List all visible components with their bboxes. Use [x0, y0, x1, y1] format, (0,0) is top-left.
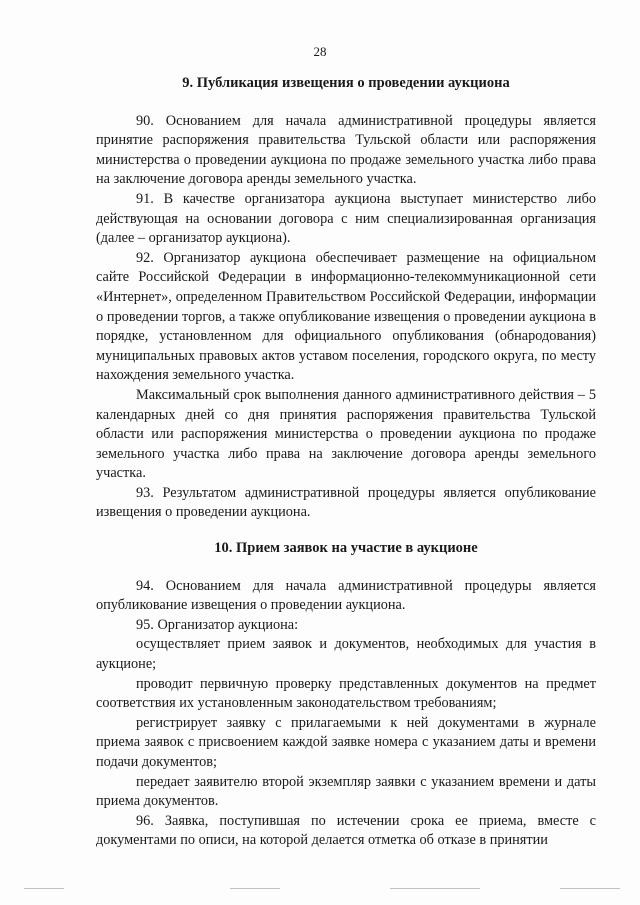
- scan-artifact: [390, 888, 480, 889]
- paragraph-95-item-accept: осуществляет прием заявок и документов, необходимых для участия в аукционе;: [96, 636, 596, 673]
- paragraph-94: 94. Основанием для начала административной процедуры является опубликование извещения о проведении аукциона.: [96, 577, 596, 614]
- paragraph-95-item-register: регистрирует заявку с прилагаемыми к ней документами в журнале приема заявок с присвоением каждой заявке номера с указанием даты и времени подачи документов;: [96, 714, 596, 770]
- scan-artifact: [560, 888, 620, 889]
- paragraph-95-item-check: проводит первичную проверку представленных документов на предмет соответствия их установленным законодательством требованиям;: [96, 675, 596, 712]
- paragraph-90: 90. Основанием для начала административной процедуры является принятие распоряжения правительства Тульской области или распоряжения министерства о проведении аукциона по продаже земельного участка либо права на заключение договора аренды земельного участка.: [96, 112, 596, 188]
- paragraph-92-deadline: Максимальный срок выполнения данного административного действия – 5 календарных дней со дня принятия распоряжения правительства Тульской области или распоряжения министерства о проведении аукциона по продаже земельного участка либо права на заключение договора аренды земельного участка.: [96, 386, 596, 482]
- section-10-title: 10. Прием заявок на участие в аукционе: [214, 540, 478, 557]
- paragraph-95-item-return-copy: передает заявителю второй экземпляр заявки с указанием времени и даты приема документов.: [96, 773, 596, 810]
- paragraph-95: 95. Организатор аукциона:: [136, 616, 299, 633]
- scan-artifact: [230, 888, 280, 889]
- paragraph-93: 93. Результатом административной процедуры является опубликование извещения о проведении аукциона.: [96, 484, 596, 521]
- page-number: 28: [313, 44, 327, 59]
- section-9-title: 9. Публикация извещения о проведении аукциона: [182, 75, 510, 91]
- document-body: [96, 70, 596, 851]
- scan-artifact: [24, 888, 64, 889]
- paragraph-91: 91. В качестве организатора аукциона выступает министерство либо действующая на основании договора с ним специализированная организация (далее – организатор аукциона).: [96, 190, 596, 247]
- paragraph-96: 96. Заявка, поступившая по истечении срока ее приема, вместе с документами по описи, на которой делается отметка об отказе в принятии: [96, 812, 596, 849]
- paragraph-92: 92. Организатор аукциона обеспечивает размещение на официальном сайте Российской Федерации в информационно-телекоммуникационной сети «Интернет», определенном Правительством Российской Федерации, информации о проведении торгов, а также опубликование извещения о проведении аукциона в порядке, установленном для официального опубликования (обнародования) муниципальных правовых актов уставом поселения, городского округа, по месту нахождения земельного участка.: [96, 249, 596, 384]
